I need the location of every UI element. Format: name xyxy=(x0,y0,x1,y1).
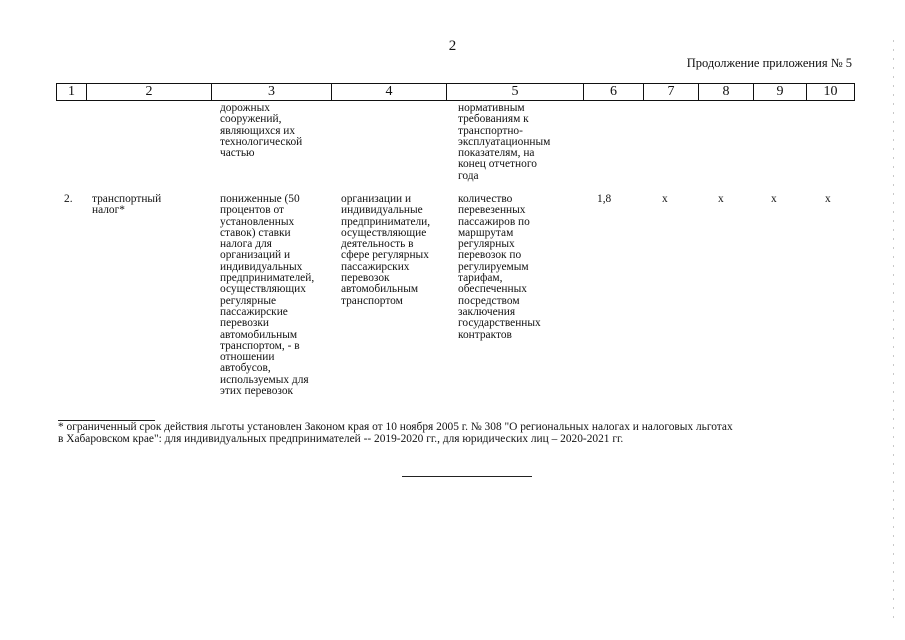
page-number: 2 xyxy=(448,38,457,54)
row2-indicator: количество перевезенных пассажиров по маршрутам регулярных перевозок по регулируемым тарифам, обеспеченных посредством заключения государственных контрактов xyxy=(458,193,541,341)
scan-edge-artifact xyxy=(893,40,894,620)
carryover-col3-text: дорожных сооружений, являющихся их технологической частью xyxy=(220,102,303,160)
row2-col6-value: 1,8 xyxy=(597,193,612,205)
row2-tax-name: транспортный налог* xyxy=(92,193,162,217)
col-header-4: 4 xyxy=(332,84,447,101)
carryover-col5-text: нормативным требованиям к транспортно- эксплуатационным показателям, на конец отчетного года xyxy=(458,102,551,182)
col-header-2: 2 xyxy=(87,84,212,101)
col-header-7: 7 xyxy=(644,84,699,101)
row2-col9-value: х xyxy=(771,193,777,205)
row2-benefit-description: пониженные (50 процентов от установленных ставок) ставки налога для организаций и индивидуальных предпринимателей, осуществляющих регулярные пассажирские перевозки автомобильным транспортом, - в отношении автобусов, используемых для этих перевозок xyxy=(220,193,315,398)
col-header-6: 6 xyxy=(584,84,644,101)
col-header-10: 10 xyxy=(807,84,855,101)
col-header-9: 9 xyxy=(754,84,807,101)
col-header-5: 5 xyxy=(447,84,584,101)
footnote-text: * ограниченный срок действия льготы установлен Законом края от 10 ноября 2005 г. № 308 "О региональных налогах и налоговых льготах в Хабаровском крае": для индивидуальных предпринимателей -- 2019-2020 гг., для юридических лиц – 2020-2021 гг. xyxy=(58,421,733,446)
end-separator-line xyxy=(402,476,532,477)
col-header-1: 1 xyxy=(57,84,87,101)
row2-col7-value: х xyxy=(662,193,668,205)
row2-recipients: организации и индивидуальные предприниматели, осуществляющие деятельность в сфере регулярных пассажирских перевозок автомобильным транспортом xyxy=(341,193,431,307)
column-number-header xyxy=(56,83,855,101)
col-header-3: 3 xyxy=(212,84,332,101)
col-header-8: 8 xyxy=(699,84,754,101)
row2-number: 2. xyxy=(64,193,73,205)
continuation-label: Продолжение приложения № 5 xyxy=(686,56,852,70)
row2-col10-value: х xyxy=(825,193,831,205)
row2-col8-value: х xyxy=(718,193,724,205)
